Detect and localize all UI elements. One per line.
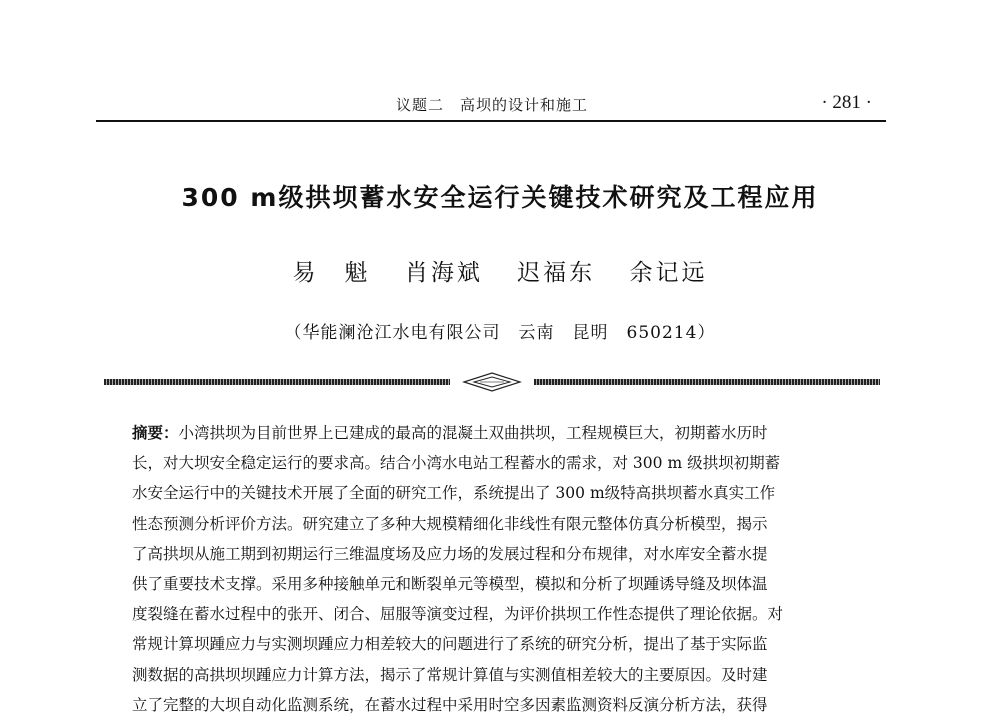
paper-title: 300 m级拱坝蓄水安全运行关键技术研究及工程应用 bbox=[181, 183, 819, 212]
divider-bar-right bbox=[534, 379, 880, 385]
running-header bbox=[96, 86, 886, 122]
author-name: 易 魁 bbox=[292, 260, 371, 286]
abstract-line: 立了完整的大坝自动化监测系统，在蓄水过程中采用时空多因素监测资料反演分析方法，获得 bbox=[132, 695, 768, 714]
abstract-line: 常规计算坝踵应力与实测坝踵应力相差较大的问题进行了系统的研究分析，提出了基于实际监 bbox=[132, 635, 768, 654]
affiliation: （华能澜沧江水电有限公司 云南 昆明 650214） bbox=[284, 323, 716, 343]
author-list bbox=[0, 254, 1000, 287]
abstract-line: 长，对大坝安全稳定运行的要求高。结合小湾水电站工程蓄水的需求，对 300 m 级拱坝初期蓄 bbox=[132, 454, 781, 473]
abstract-text: 小湾拱坝为目前世界上已建成的最高的混凝土双曲拱坝，工程规模巨大，初期蓄水历时 bbox=[178, 424, 768, 442]
abstract-label: 摘要： bbox=[132, 423, 179, 442]
diamond-ornament-icon bbox=[462, 372, 522, 392]
abstract-line bbox=[132, 418, 856, 448]
abstract-line: 水安全运行中的关键技术开展了全面的研究工作，系统提出了 300 m级特高拱坝蓄水真实工作 bbox=[132, 484, 776, 503]
ornamental-divider bbox=[104, 372, 880, 392]
abstract-line: 供了重要技术支撑。采用多种接触单元和断裂单元等模型，模拟和分析了坝踵诱导缝及坝体温 bbox=[132, 575, 768, 594]
page-number: · 281 · bbox=[821, 92, 872, 113]
abstract-line: 度裂缝在蓄水过程中的张开、闭合、屈服等演变过程，为评价拱坝工作性态提供了理论依据。对 bbox=[132, 605, 784, 624]
author-name: 肖海斌 bbox=[404, 260, 483, 286]
author-name: 迟福东 bbox=[517, 260, 596, 286]
abstract-line: 了高拱坝从施工期到初期运行三维温度场及应力场的发展过程和分布规律，对水库安全蓄水提 bbox=[132, 544, 768, 563]
abstract-line: 性态预测分析评价方法。研究建立了多种大规模精细化非线性有限元整体仿真分析模型，揭示 bbox=[132, 514, 768, 533]
abstract-line: 测数据的高拱坝坝踵应力计算方法，揭示了常规计算值与实测值相差较大的主要原因。及时建 bbox=[132, 665, 768, 684]
author-name: 余记远 bbox=[629, 260, 708, 286]
divider-bar-left bbox=[104, 379, 450, 385]
abstract bbox=[132, 418, 856, 720]
running-title: 议题二 高坝的设计和施工 bbox=[396, 96, 589, 114]
